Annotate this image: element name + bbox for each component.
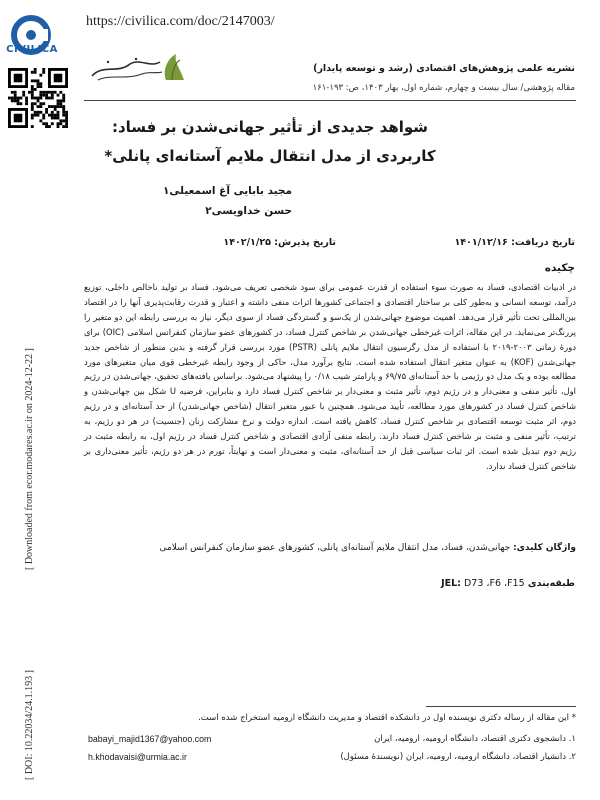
- journal-name: نشریه علمی پژوهش‌های اقتصادی (رشد و توسعه پایدار): [313, 63, 575, 74]
- document-url[interactable]: https://civilica.com/doc/2147003/: [86, 14, 275, 29]
- accepted-date: تاریخ پذیرش: ۱۴۰۲/۱/۲۵: [223, 237, 336, 248]
- footnote-divider: [426, 706, 576, 707]
- keywords-text: جهانی‌شدن، فساد، مدل انتقال ملایم آستانه‌ای پانلی، کشورهای عضو سازمان کنفرانس اسلامی: [159, 543, 511, 553]
- footnote-author-1: ۱. دانشجوی دکتری اقتصاد، دانشگاه ارومیه، ارومیه، ایران: [374, 734, 576, 744]
- jel-codes: D73 ،F6 ،F15: [463, 578, 525, 589]
- article-title-line-1: شواهد جدیدی از تأثیر جهانی‌شدن بر فساد:: [111, 118, 429, 136]
- keywords-label: واژگان کلیدی:: [513, 543, 576, 553]
- footnote-author-2: ۲. دانشیار اقتصاد، دانشگاه ارومیه، ارومیه، ایران (نویسندۀ مسئول): [340, 752, 576, 762]
- university-logo-icon: [88, 50, 188, 86]
- abstract-heading: چکیده: [544, 262, 575, 274]
- margin-sidebar: [24, 280, 38, 790]
- keywords: [84, 540, 576, 557]
- received-date: تاریخ دریافت: ۱۴۰۱/۱۲/۱۶: [454, 237, 575, 248]
- email-author-2[interactable]: h.khodavaisi@urmia.ac.ir: [88, 752, 187, 762]
- download-info-text: [ Downloaded from ecor.modares.ac.ir on 2024-12-22 ]: [24, 348, 35, 570]
- jel-label: طبقه‌بندی JEL:: [441, 578, 575, 589]
- jel-classification: [441, 578, 575, 589]
- abstract-text: در ادبیات اقتصادی، فساد به صورت سوء استفاده از قدرت عمومی برای سود شخصی تعریف می‌شود. فساد بر تولید ناخالص داخلی، توزیع درآمد، توسعه انسانی و به‌طور کلی بر ساختار اقتصادی و اجتماعی کشورها اثرات منفی داشته و اعتبار و قدرت رقابت‌پذیری آنها را در اقتصاد بین‌المللی تحت تأثیر قرار می‌دهد. اهمیت موضوع جهانی‌شدن از یک‌سو و گستردگی فساد از سوی دیگر، نیاز به بررسی رابطه این دو متغیر را پررنگ‌تر می‌نماید. در این مقاله، اثرات غیرخطی جهانی‌شدن بر شاخص کنترل فساد، در کشورهای عضو سازمان کنفرانس اسلامی (OIC) برای دورۀ زمانی ۲۰۰۳-۲۰۱۹ با استفاده از مدل رگرسیون انتقال ملایم پانلی (PSTR) مورد بررسی قرار گرفته و بدین منظور از شاخص جدید جهانی‌شدن (KOF) به عنوان متغیر انتقال استفاده شده است. نتایج برآورد مدل، حاکی از وجود رابطه غیرخطی قوی میان متغیرهای مورد مطالعه بوده و یک مدل دو رژیمی با حد آستانه‌ای ۶۹/۷۵ و پارامتر شیب ۰/۱۸ را پیشنهاد می‌شود. براساس یافته‌های تحقیق، جهانی‌شدن در رژیم اول، تأثیر منفی و معنی‌دار و در رژیم دوم، تأثیر مثبت و معنی‌دار بر شاخص کنترل فساد دارد و بنابراین، فرضیه U شکل بین جهانی‌شدن و شاخص کنترل فساد در کشورهای مورد مطالعه، تأیید می‌شود. همچنین با عبور متغیر انتقال (شاخص جهانی‌شدن) از حد آستانه‌ای و در رژیم دوم، اثر مثبت توسعه اقتصادی بر شاخص کنترل فساد، کاهش یافته است. اندازه دولت و نرخ مشارکت زنان (جنسیت) در هر دو رژیم، به ترتیب، تأثیر منفی و مثبت بر شاخص کنترل فساد دارند. رابطه منفی آزادی اقتصادی و شاخص کنترل فساد در رژیم اول، به رابطه مثبت در رژیم دوم تبدیل شده است. اثر ثبات سیاسی قبل از حد آستانه‌ای، مثبت و معنی‌دار است و نهایتاً، تورم در هر دو رژیم، تأثیر معنی‌داری بر شاخص کنترل فساد ندارد.: [84, 282, 577, 471]
- author-1: مجید بابایی آغ اسمعیلی۱: [162, 185, 292, 197]
- author-2: حسن خداویسی۲: [205, 205, 292, 217]
- civilica-logo-icon[interactable]: [6, 6, 56, 66]
- issue-info: مقاله پژوهشی/ سال بیست و چهارم، شماره اول، بهار ۱۴۰۳، ص: ۱۹۳-۱۶۱: [312, 83, 575, 93]
- article-title-line-2: کاربردی از مدل انتقال ملایم آستانه‌ای پانلی*: [104, 147, 436, 165]
- doi-text[interactable]: [ DOI: 10.22034/24.1.193 ]: [24, 670, 35, 780]
- qr-code-icon: [8, 68, 68, 128]
- email-author-1[interactable]: babayi_majid1367@yahoo.com: [88, 734, 212, 744]
- header-divider: [84, 100, 576, 101]
- footnote-thesis: * این مقاله از رساله دکتری نویسنده اول در دانشکده اقتصاد و مدیریت دانشگاه ارومیه استخراج شده است.: [198, 713, 576, 723]
- civilica-brand: CIVILICA: [6, 44, 58, 55]
